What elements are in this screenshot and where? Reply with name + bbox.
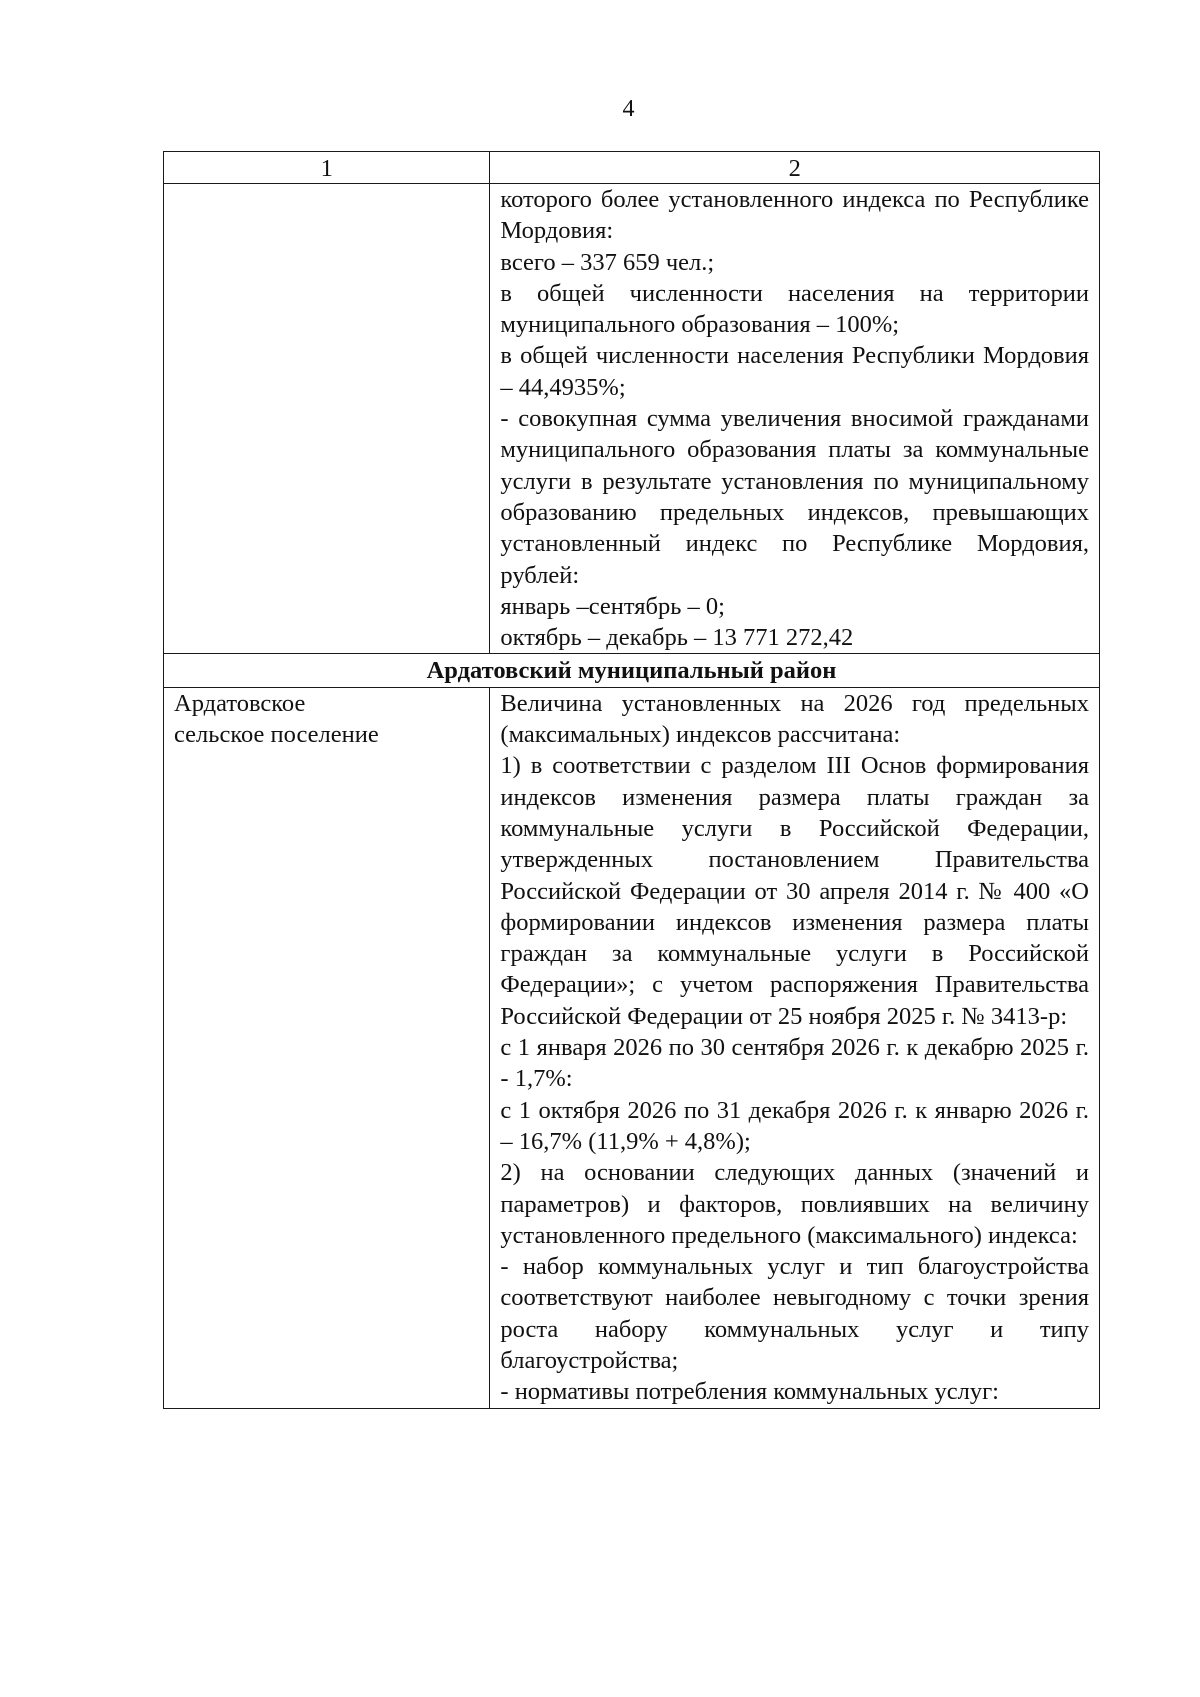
settlement-paragraph: с 1 октября 2026 по 31 декабря 2026 г. к январю 2026 г. – 16,7% (11,9% + 4,8%); — [500, 1096, 1089, 1155]
page-number: 4 — [622, 96, 635, 122]
continuation-paragraph: которого более установленного индекса по Республике Мордовия: — [500, 186, 1089, 245]
continuation-paragraph: - совокупная сумма увеличения вносимой гражданами муниципального образования платы за коммунальные услуги в результате установления по муниципальному образованию предельных индексов, превышающих установленный индекс по Республике Мордовия, рублей: — [500, 405, 1089, 589]
continuation-col1 — [164, 184, 490, 654]
continuation-text-cell — [490, 184, 1100, 654]
column-header-2: 2 — [490, 152, 1100, 184]
continuation-paragraph: январь –сентябрь – 0; — [500, 592, 725, 620]
table-header-row — [164, 152, 1100, 184]
continuation-paragraph: октябрь – декабрь – 13 771 272,42 — [500, 624, 854, 652]
settlement-paragraph: с 1 января 2026 по 30 сентября 2026 г. к декабрю 2025 г. - 1,7%: — [500, 1034, 1089, 1093]
column-header-1: 1 — [164, 152, 490, 184]
settlement-name-cell — [164, 687, 490, 1408]
settlement-row — [164, 687, 1100, 1408]
settlement-paragraph: 2) на основании следующих данных (значений и параметров) и факторов, повлиявших на величину установленного предельного (максимального) индекса: — [500, 1159, 1089, 1249]
continuation-paragraph: в общей численности населения Республики Мордовия – 44,4935%; — [500, 342, 1089, 401]
settlement-paragraph: Величина установленных на 2026 год предельных (максимальных) индексов рассчитана: — [500, 689, 1089, 749]
settlement-paragraph: - нормативы потребления коммунальных услуг: — [500, 1378, 999, 1406]
section-title: Ардатовский муниципальный район — [164, 654, 1100, 687]
settlement-paragraph: - набор коммунальных услуг и тип благоустройства соответствуют наиболее невыгодному с точки зрения роста набору коммунальных услуг и типу благоустройства; — [500, 1253, 1089, 1374]
continuation-row — [164, 184, 1100, 654]
settlement-text-cell — [490, 687, 1100, 1408]
continuation-paragraph: в общей численности населения на территории муниципального образования – 100%; — [500, 279, 1089, 339]
settlement-name-line: сельское поселение — [174, 721, 379, 749]
settlement-paragraph: 1) в соответствии с разделом III Основ формирования индексов изменения размера платы граждан за коммунальные услуги в Российской Федерации, утвержденных постановлением Правительства Российской Федерации от 30 апреля 2014 г. № 400 «О формировании индексов изменения размера платы граждан за коммунальные услуги в Российской Федерации»; с учетом распоряжения Правительства Российской Федерации от 25 ноября 2025 г. № 3413-р: — [500, 752, 1089, 1030]
section-row — [164, 654, 1100, 687]
index-table — [163, 151, 1100, 1409]
settlement-name-line: Ардатовское — [174, 689, 306, 717]
continuation-paragraph: всего – 337 659 чел.; — [500, 248, 715, 276]
